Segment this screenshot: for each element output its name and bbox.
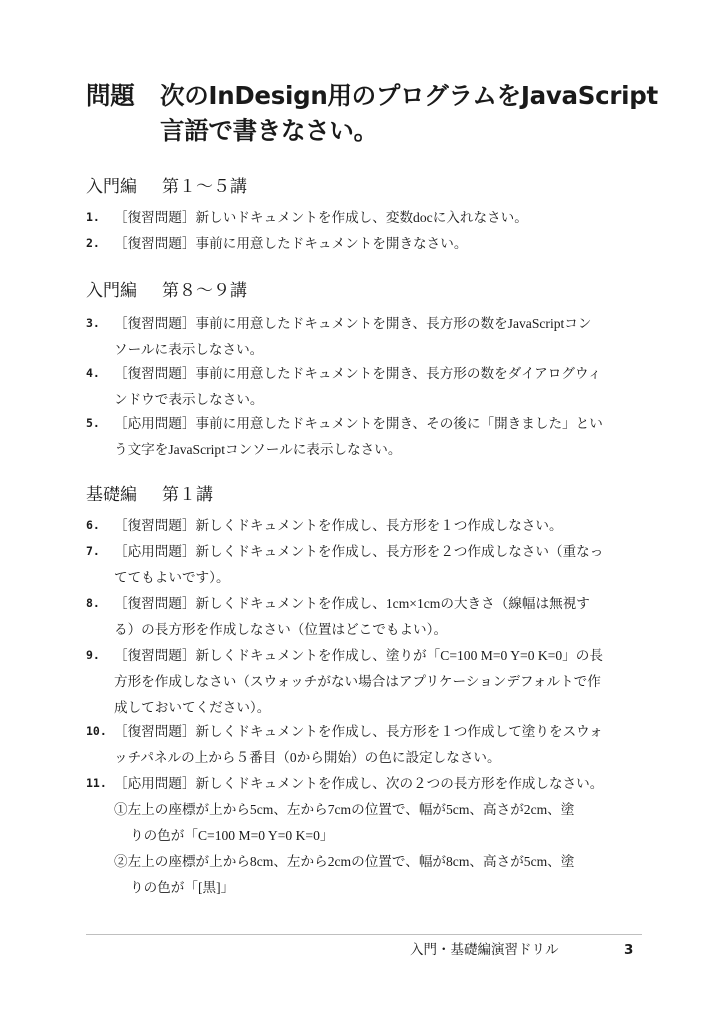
section-heading (86, 483, 213, 507)
exercise-text: ソールに表示しなさい。 (114, 342, 264, 357)
section-lesson: 第１講 (162, 485, 213, 505)
exercise-number: 4. (86, 366, 100, 380)
page-number: 3 (624, 942, 634, 958)
exercise-number: 8. (86, 596, 100, 610)
section-lesson: 第１〜５講 (162, 177, 247, 197)
exercise-text: 方形を作成しなさい（スウォッチがない場合はアプリケーションデフォルトで作 (114, 674, 601, 689)
exercise-text: ［復習問題］事前に用意したドキュメントを開きなさい。 (114, 236, 468, 251)
exercise-number: 2. (86, 236, 100, 250)
question-mark-label: 問題 (86, 81, 135, 110)
section-lesson: 第８〜９講 (162, 281, 247, 301)
exercise-subitem-text: ①左上の座標が上から5cm、左から7cmの位置で、幅が5cm、高さが2cm、塗 (114, 802, 575, 817)
exercise-number: 6. (86, 518, 100, 532)
exercise-text: ［復習問題］事前に用意したドキュメントを開き、長方形の数をダイアログウィ (114, 366, 602, 381)
exercise-text: ［復習問題］事前に用意したドキュメントを開き、長方形の数をJavaScriptコン (114, 316, 592, 331)
section-name: 基礎編 (86, 485, 137, 505)
exercise-number: 11. (86, 776, 107, 790)
exercise-subitem-text: りの色が「[黒]」 (130, 880, 235, 895)
question-heading-line-2: 言語で書きなさい。 (160, 116, 378, 145)
footer-divider (86, 934, 642, 935)
section-name: 入門編 (86, 177, 137, 197)
section-heading (86, 279, 247, 303)
exercise-text: ててもよいです）。 (114, 570, 230, 585)
exercise-text: ンドウで表示しなさい。 (114, 392, 264, 407)
exercise-text: ［復習問題］新しいドキュメントを作成し、変数docに入れなさい。 (114, 210, 528, 225)
exercise-text: ［復習問題］新しくドキュメントを作成し、塗りが「C=100 M=0 Y=0 K=0」の長 (114, 648, 603, 663)
exercise-number: 10. (86, 724, 107, 738)
section-heading (86, 175, 247, 199)
exercise-number: 1. (86, 210, 100, 224)
exercise-number: 3. (86, 316, 100, 330)
exercise-text: ［応用問題］新しくドキュメントを作成し、長方形を２つ作成しなさい（重なっ (114, 544, 604, 559)
exercise-text: る）の長方形を作成しなさい（位置はどこでもよい）。 (114, 622, 448, 637)
exercise-text: 成しておいてください）。 (114, 700, 271, 715)
exercise-number: 7. (86, 544, 100, 558)
question-heading-line-1: 次のInDesign用のプログラムをJavaScript (160, 81, 658, 110)
exercise-text: ［応用問題］新しくドキュメントを作成し、次の２つの長方形を作成しなさい。 (114, 776, 604, 791)
exercise-text: ［応用問題］事前に用意したドキュメントを開き、その後に「開きました」とい (114, 416, 603, 431)
exercise-number: 9. (86, 648, 100, 662)
exercise-text: ッチパネルの上から５番目（0から開始）の色に設定しなさい。 (114, 750, 501, 765)
section-name: 入門編 (86, 281, 137, 301)
footer-book-title: 入門・基礎編演習ドリル (410, 942, 559, 958)
exercise-number: 5. (86, 416, 100, 430)
exercise-text: う文字をJavaScriptコンソールに表示しなさい。 (114, 442, 402, 457)
exercise-subitem-text: りの色が「C=100 M=0 Y=0 K=0」 (130, 828, 334, 843)
exercise-text: ［復習問題］新しくドキュメントを作成し、1cm×1cmの大きさ（線幅は無視す (114, 596, 590, 611)
exercise-text: ［復習問題］新しくドキュメントを作成し、長方形を１つ作成して塗りをスウォ (114, 724, 603, 739)
exercise-text: ［復習問題］新しくドキュメントを作成し、長方形を１つ作成しなさい。 (114, 518, 563, 533)
exercise-subitem-text: ②左上の座標が上から8cm、左から2cmの位置で、幅が8cm、高さが5cm、塗 (114, 854, 575, 869)
